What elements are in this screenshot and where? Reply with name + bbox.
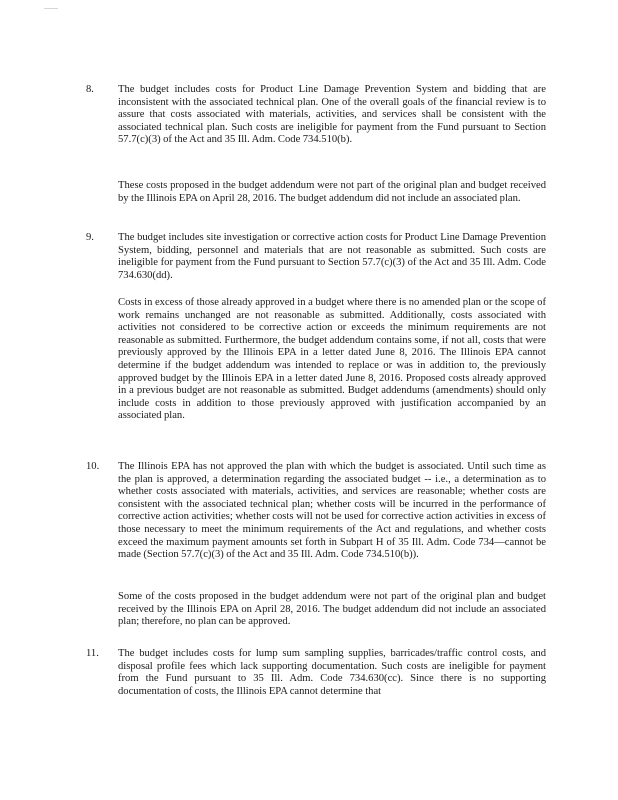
item-paragraph: The Illinois EPA has not approved the plan with which the budget is associated. Until such time as the plan is approved, a determination regarding the associated budget -- i.e., a determination as to whether costs associated with materials, activities, and services are reasonable; whether costs are consistent with the associated technical plan; whether costs will be incurred in the performance of corrective action activities; whether costs will not be used for corrective action activities in excess of those necessary to meet the minimum requirements of the Act and regulations, and whether costs exceed the maximum payment amounts set forth in Subpart H of 35 Ill. Adm. Code 734—cannot be made (Section 57.7(c)(3) of the Act and 35 Ill. Adm. Code 734.510(b)). bbox=[118, 461, 546, 561]
item-paragraph: Costs in excess of those already approved in a budget where there is no amended plan or the scope of work remains unchanged are not reasonable as submitted. Additionally, costs associated with activities not considered to be corrective action or exceeds the minimum requirements are not reasonable as submitted. Furthermore, the budget addendum contains some, if not all, costs that were previously approved by the Illinois EPA in a letter dated June 8, 2016. The Illinois EPA cannot determine if the budget addendum was intended to replace or was in addition to, the previously approved budget by the Illinois EPA in a letter dated June 8, 2016. Proposed costs already approved in a previous budget are not reasonable as submitted. Budget addendums (amendments) should only include costs in addition to those previously approved with justification accompanied by an associated plan. bbox=[118, 297, 546, 422]
scan-mark bbox=[44, 8, 58, 9]
item-paragraph: The budget includes costs for lump sum sampling supplies, barricades/traffic control costs, and disposal profile fees which lack supporting documentation. Such costs are ineligible for payment from the Fund pursuant to 35 Ill. Adm. Code 734.630(cc). Since there is no supporting documentation of costs, the Illinois EPA cannot determine that bbox=[118, 648, 546, 697]
item-paragraph: The budget includes costs for Product Line Damage Prevention System and bidding that are inconsistent with the associated technical plan. One of the overall goals of the financial review is to assure that costs associated with materials, activities, and services shall be consistent with the associated technical plan. Such costs are ineligible for payment from the Fund pursuant to Section 57.7(c)(3) of the Act and 35 Ill. Adm. Code 734.510(b). bbox=[118, 84, 546, 146]
item-paragraph: These costs proposed in the budget addendum were not part of the original plan and budget received by the Illinois EPA on April 28, 2016. The budget addendum did not include an associated plan. bbox=[118, 180, 546, 204]
item-number: 8. bbox=[86, 84, 94, 95]
item-paragraph: The budget includes site investigation or corrective action costs for Product Line Damage Prevention System, bidding, personnel and materials that are not reasonable as submitted. Such costs are ineligible for payment from the Fund pursuant to Section 57.7(c)(3) of the Act and 35 Ill. Adm. Code 734.630(dd). bbox=[118, 232, 546, 281]
item-number: 9. bbox=[86, 232, 94, 243]
item-number: 11. bbox=[86, 648, 99, 659]
item-number: 10. bbox=[86, 461, 100, 472]
item-paragraph: Some of the costs proposed in the budget addendum were not part of the original plan and budget received by the Illinois EPA on April 28, 2016. The budget addendum did not include an associated plan; therefore, no plan can be approved. bbox=[118, 591, 546, 628]
